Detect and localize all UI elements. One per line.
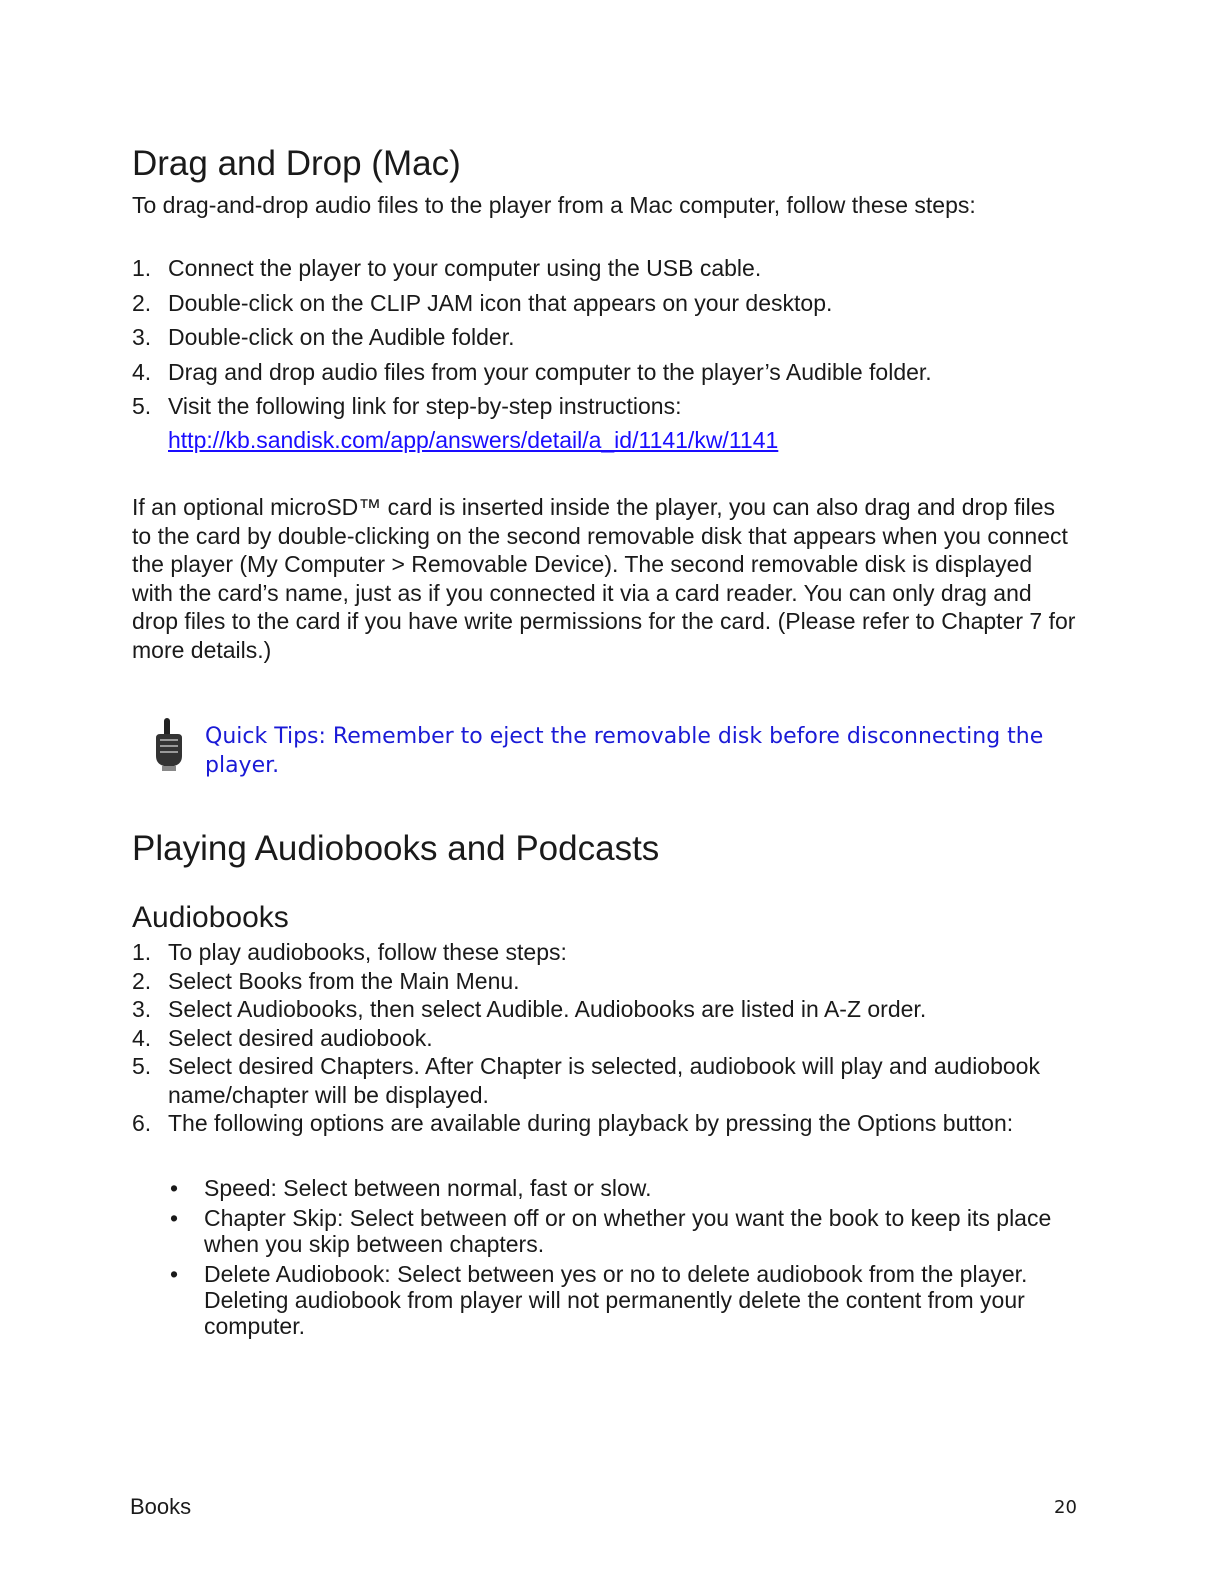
- microsd-paragraph: If an optional microSD™ card is inserted inside the player, you can also drag and drop files to the card by double-clicking on the second removable disk that appears when you connect the player (My Computer > Removable Device). The second removable disk is displayed with the card’s name, just as if you connected it via a card reader. You can only drag and drop files to the card if you have write permissions for the card. (Please refer to Chapter 7 for more details.): [132, 494, 1076, 663]
- step-text: Select Audiobooks, then select Audible. Audiobooks are listed in A-Z order.: [168, 996, 927, 1022]
- step-text: Double-click on the CLIP JAM icon that appears on your desktop.: [168, 289, 833, 316]
- list-item: [168, 1205, 1078, 1257]
- list-item: [132, 254, 1082, 283]
- page-number: 20: [1054, 1497, 1077, 1518]
- step-text: Select desired audiobook.: [168, 1024, 433, 1051]
- step-text: Select Books from the Main Menu.: [168, 967, 520, 994]
- step-text: Visit the following link for step-by-step instructions:: [168, 393, 682, 419]
- list-item: [132, 1052, 1077, 1109]
- list-item: [132, 967, 1077, 996]
- step-number: 1.: [132, 939, 152, 965]
- step-text: Double-click on the Audible folder.: [168, 324, 515, 350]
- support-link[interactable]: http://kb.sandisk.com/app/answers/detail/a_id/1141/kw/1141: [168, 427, 779, 453]
- list-item: [168, 1261, 1078, 1339]
- step-number: 3.: [132, 996, 152, 1022]
- step-text: To play audiobooks, follow these steps:: [168, 939, 567, 965]
- option-text: Chapter Skip: Select between off or on whether you want the book to keep its place when you skip between chapters.: [204, 1205, 1052, 1257]
- bullet: •: [170, 1261, 179, 1287]
- list-item: [132, 392, 1082, 421]
- list-item: [132, 1024, 1077, 1053]
- step-number: 2.: [132, 967, 152, 994]
- step-text: Drag and drop audio files from your computer to the player’s Audible folder.: [168, 358, 932, 385]
- step-number: 6.: [132, 1110, 152, 1136]
- step-number: 2.: [132, 289, 152, 316]
- list-item: [132, 289, 1082, 318]
- step-number: 3.: [132, 324, 152, 350]
- step-number: 4.: [132, 358, 152, 385]
- intro-text: To drag-and-drop audio files to the player from a Mac computer, follow these steps:: [132, 192, 976, 218]
- list-item: [132, 995, 1077, 1024]
- list-item: [132, 1109, 1077, 1138]
- bullet: •: [170, 1205, 179, 1231]
- step-number: 1.: [132, 255, 152, 281]
- section-title-drag-drop: Drag and Drop (Mac): [132, 144, 461, 183]
- audiobook-steps: [132, 938, 1077, 1138]
- playback-options: [168, 1175, 1078, 1339]
- step-number: 4.: [132, 1024, 152, 1051]
- option-text: Speed: Select between normal, fast or slow.: [204, 1175, 652, 1201]
- option-text: Delete Audiobook: Select between yes or no to delete audiobook from the player. Deleting audiobook from player will not permanently delete the content from your computer.: [204, 1261, 1028, 1339]
- list-item: [132, 938, 1077, 967]
- step-text: Select desired Chapters. After Chapter is selected, audiobook will play and audiobook name/chapter will be displayed.: [168, 1053, 1040, 1108]
- step-number: 5.: [132, 1053, 152, 1079]
- step-text: The following options are available during playback by pressing the Options button:: [168, 1110, 1014, 1136]
- footer-section-name: Books: [130, 1494, 192, 1519]
- quick-tip: Quick Tips: Remember to eject the removable disk before disconnecting the player.: [205, 724, 1044, 778]
- list-item: [168, 1175, 1078, 1201]
- list-item: [132, 323, 1082, 352]
- subsection-title-audiobooks: Audiobooks: [132, 901, 289, 934]
- drag-drop-steps: [132, 254, 1082, 421]
- list-item: [132, 358, 1082, 387]
- step-number: 5.: [132, 393, 152, 419]
- section-title-playing: Playing Audiobooks and Podcasts: [132, 829, 660, 868]
- pointing-hand-icon: [150, 716, 190, 772]
- step-text: Connect the player to your computer using the USB cable.: [168, 255, 762, 281]
- bullet: •: [170, 1175, 179, 1201]
